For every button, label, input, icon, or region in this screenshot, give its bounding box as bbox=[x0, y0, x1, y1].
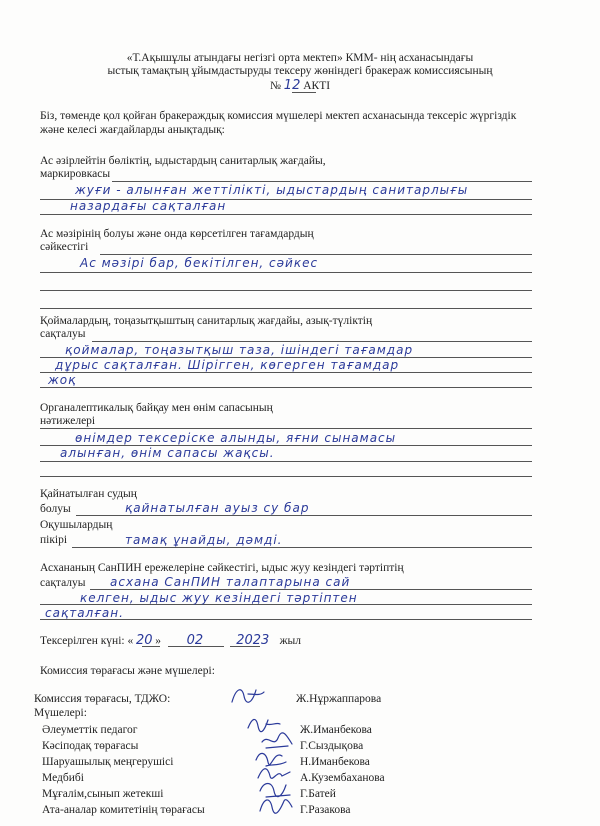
storage-handwriting-3: жоқ bbox=[48, 373, 77, 387]
member-role-5: Мұғалім,сынып жетекші bbox=[42, 788, 164, 800]
member-signature-6 bbox=[256, 793, 296, 819]
date-suffix: жыл bbox=[279, 635, 302, 647]
water-label-2: болуы bbox=[40, 503, 71, 515]
sanpin-label-2: сақталуы bbox=[40, 577, 86, 589]
intro-line-1: Біз, төменде қол қойған бракераждық комиссия мүшелері мектеп асханасында тексеріс жүргіздік bbox=[40, 110, 517, 122]
header-line-1: «Т.Ақышұлы атындағы негізгі орта мектеп» КММ- нің асханасындағы bbox=[126, 52, 474, 64]
member-role-2: Кәсіподақ төрағасы bbox=[42, 740, 139, 752]
quality-label-2: нәтижелері bbox=[40, 415, 96, 427]
storage-label-1: Қоймалардың, тоңазытқыштың санитарлық жағдайы, азық-түліктің bbox=[40, 315, 373, 327]
intro-line-2: және келесі жағдайларды анықтадық: bbox=[40, 124, 225, 136]
date-day: 20 bbox=[135, 633, 153, 648]
header-line-2: ыстық тамақтың ұйымдастыруды тексеру жөніндегі бракераж комиссиясының bbox=[107, 65, 493, 77]
header-act-number bbox=[0, 79, 600, 93]
kitchen-label-2: маркировкасы bbox=[40, 168, 111, 180]
students-handwriting-1: тамақ ұнайды, дәмді. bbox=[125, 533, 283, 547]
member-name-1: Ж.Иманбекова bbox=[300, 724, 372, 736]
students-label-1: Оқушылардың bbox=[40, 519, 113, 531]
storage-handwriting-2: дұрыс сақталған. Шірігген, көгерген тағамдар bbox=[55, 358, 400, 372]
date-year: 2023 bbox=[236, 633, 270, 648]
act-number: 12 bbox=[283, 78, 301, 93]
member-name-6: Г.Разакова bbox=[300, 804, 351, 816]
menu-label-1: Ас мәзірінің болуы және онда көрсетілген тағамдардың bbox=[40, 228, 314, 240]
sanpin-handwriting-1: асхана СанПИН талаптарына сай bbox=[110, 575, 351, 589]
member-role-3: Шаруашылық меңгерушісі bbox=[42, 756, 174, 768]
kitchen-label-1: Ас әзірлейтін бөліктің, ыдыстардың санитарлық жағдайы, bbox=[40, 155, 326, 167]
member-role-4: Медбибі bbox=[42, 772, 84, 784]
chair-signature bbox=[228, 684, 268, 708]
member-name-3: Н.Иманбекова bbox=[300, 756, 370, 768]
kitchen-handwriting-2: назардағы сақталған bbox=[70, 199, 227, 213]
members-label: Мүшелері: bbox=[34, 707, 87, 719]
member-name-2: Г.Сыздықова bbox=[300, 740, 364, 752]
quality-label-1: Органалептикалық байқау мен өнім сапасының bbox=[40, 402, 273, 414]
member-name-4: А.Кузембаханова bbox=[300, 772, 385, 784]
date-month: 02 bbox=[186, 633, 204, 648]
member-role-1: Әлеуметтік педагог bbox=[42, 724, 138, 736]
students-label-2: пікірі bbox=[40, 534, 68, 546]
member-name-5: Г.Батей bbox=[300, 788, 336, 800]
sanpin-label-1: Асхананың СанПИН ережелеріне сәйкестігі, ыдыс жуу кезіндегі тәртіптің bbox=[40, 562, 404, 574]
storage-label-2: сақталуы bbox=[40, 328, 86, 340]
date-close-quote: » bbox=[155, 635, 161, 647]
commission-heading: Комиссия төрағасы және мүшелері: bbox=[40, 665, 215, 677]
water-handwriting-1: қайнатылған ауыз су бар bbox=[125, 501, 310, 515]
act-title: АКТІ bbox=[303, 80, 331, 92]
kitchen-handwriting-1: жуғи - алынған жеттілікті, ыдыстардың санитарлығы bbox=[75, 183, 469, 197]
number-sign: № bbox=[269, 80, 281, 92]
member-role-6: Ата-аналар комитетінің төрағасы bbox=[42, 804, 205, 816]
menu-label-2: сәйкестігі bbox=[40, 241, 89, 253]
chair-role: Комиссия төрағасы, ТДЖО: bbox=[34, 693, 171, 705]
sanpin-handwriting-2: келген, ыдыс жуу кезіндегі тәртіптен bbox=[80, 591, 358, 605]
water-label-1: Қайнатылған судың bbox=[40, 488, 137, 500]
chair-name: Ж.Нұржаппарова bbox=[296, 693, 382, 705]
sanpin-handwriting-3: сақталған. bbox=[45, 606, 124, 620]
menu-handwriting-1: Ас мәзірі бар, бекітілген, сәйкес bbox=[80, 256, 319, 270]
quality-handwriting-1: өнімдер тексеріске алынды, яғни сынамасы bbox=[75, 431, 397, 445]
storage-handwriting-1: қоймалар, тоңазытқыш таза, ішіндегі тағамдар bbox=[65, 343, 414, 357]
quality-handwriting-2: алынған, өнім сапасы жақсы. bbox=[60, 446, 275, 460]
date-label: Тексерілген күні: « bbox=[40, 635, 134, 647]
